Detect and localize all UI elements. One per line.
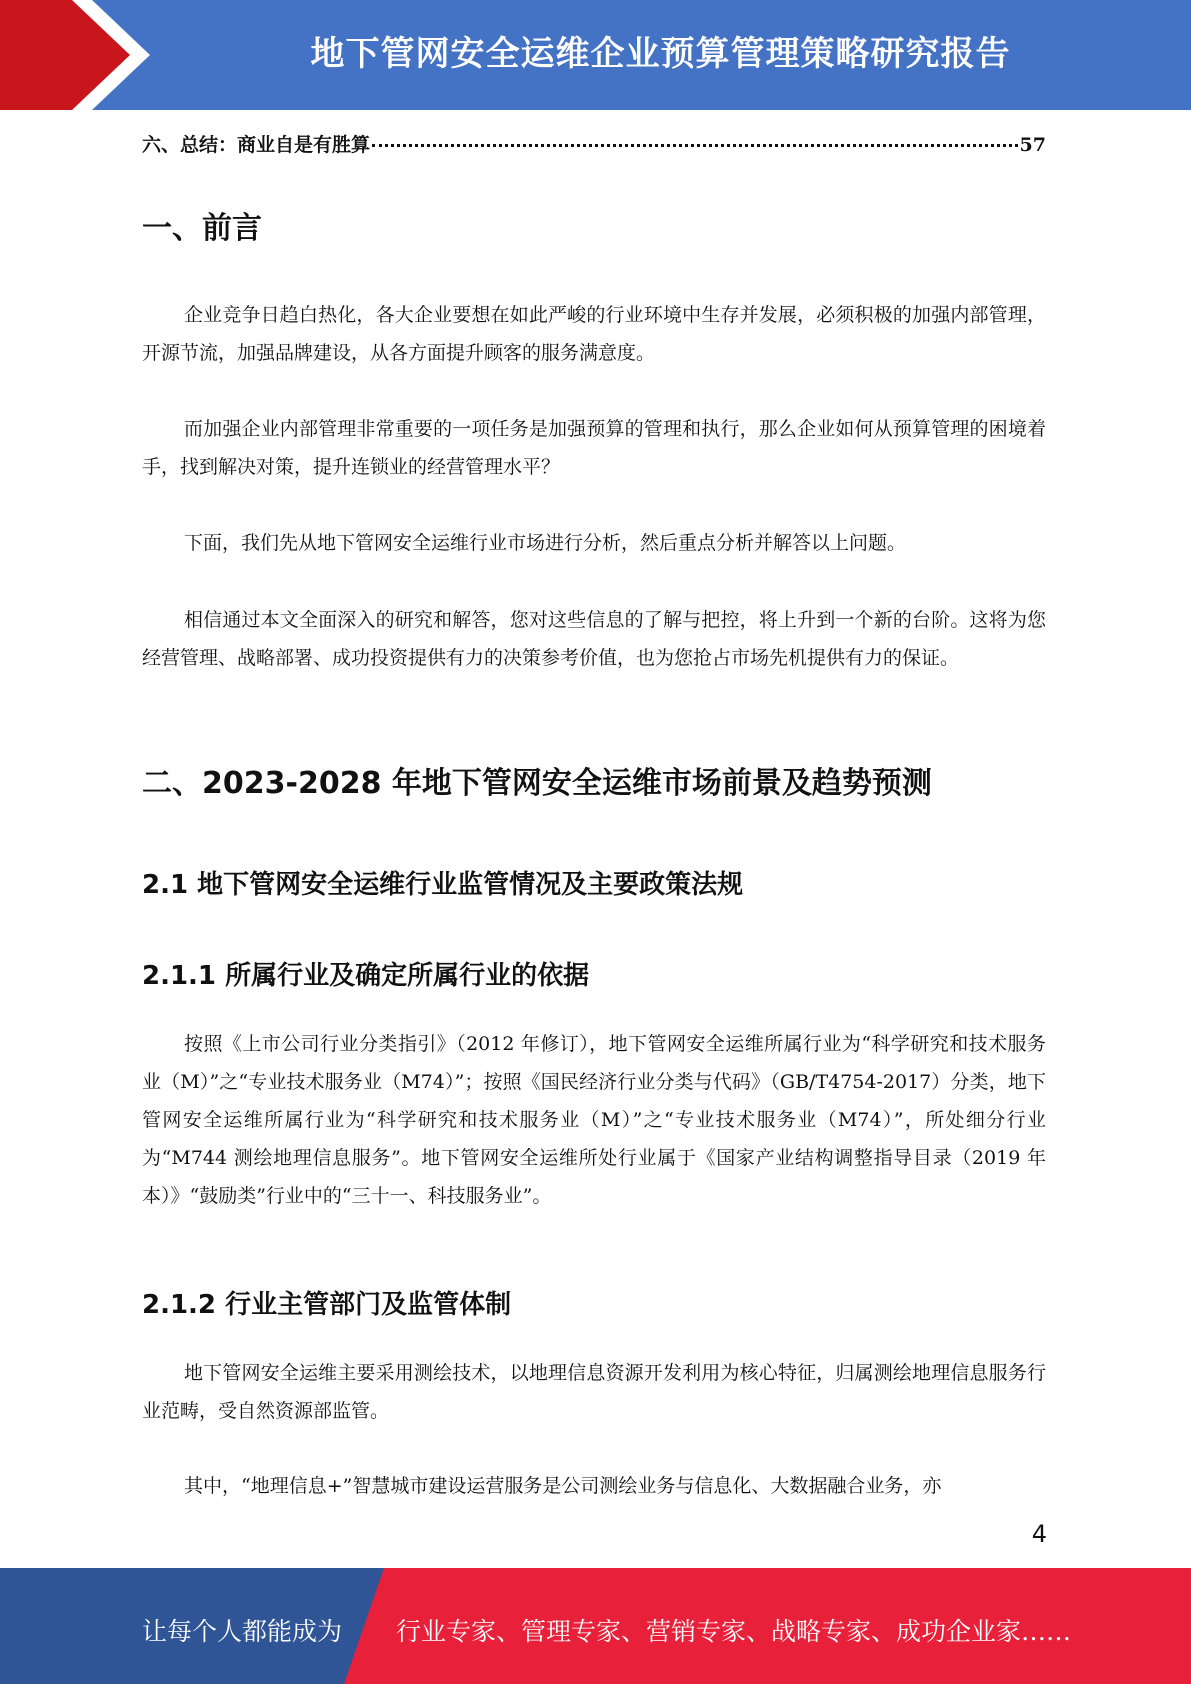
- preface-paragraph-1: 企业竞争日趋白热化，各大企业要想在如此严峻的行业环境中生存并发展，必须积极的加强内部管理，开源节流，加强品牌建设，从各方面提升顾客的服务满意度。: [142, 304, 1046, 364]
- page-number: 4: [1031, 1520, 1047, 1548]
- footer-banner: [0, 1568, 1191, 1684]
- toc-page-number: 57: [1019, 134, 1046, 156]
- preface-paragraph-3: 下面，我们先从地下管网安全运维行业市场进行分析，然后重点分析并解答以上问题。: [184, 532, 907, 554]
- toc-entry[interactable]: [142, 130, 1046, 157]
- paragraph-2-1-2-a: 地下管网安全运维主要采用测绘技术，以地理信息资源开发利用为核心特征，归属测绘地理信息服务行业范畴，受自然资源部监管。: [142, 1362, 1046, 1422]
- footer-slogan-left: 让每个人都能成为: [142, 1617, 343, 1646]
- document-title: 地下管网安全运维企业预算管理策略研究报告: [310, 34, 1011, 74]
- heading-preface: 一、前言: [142, 211, 262, 246]
- heading-2-1: 2.1 地下管网安全运维行业监管情况及主要政策法规: [142, 870, 744, 900]
- paragraph-2-1-1: 按照《上市公司行业分类指引》（2012 年修订），地下管网安全运维所属行业为“科学研究和技术服务业（M）”之“专业技术服务业（M74）”；按照《国民经济行业分类与代码》（GB/T4754-2017）分类，地下管网安全运维所属行业为“科学研究和技术服务业（M）”之“专业技术服务业（M74）”，所处细分行业为“M744 测绘地理信息服务”。地下管网安全运维所处行业属于《国家产业结构调整指导目录（2019 年本）》“鼓励类”行业中的“三十一、科技服务业”。: [142, 1033, 1046, 1207]
- header-banner: [0, 0, 1191, 110]
- heading-market: 二、2023-2028 年地下管网安全运维市场前景及趋势预测: [142, 766, 932, 801]
- heading-2-1-2: 2.1.2 行业主管部门及监管体制: [142, 1290, 512, 1320]
- paragraph-2-1-2-b: 其中，“地理信息+”智慧城市建设运营服务是公司测绘业务与信息化、大数据融合业务，亦: [184, 1475, 942, 1497]
- toc-label: 六、总结：商业自是有胜算: [142, 134, 371, 156]
- preface-paragraph-4: 相信通过本文全面深入的研究和解答，您对这些信息的了解与把控，将上升到一个新的台阶。这将为您经营管理、战略部署、成功投资提供有力的决策参考价值，也为您抢占市场先机提供有力的保证。: [142, 609, 1046, 669]
- preface-paragraph-2: 而加强企业内部管理非常重要的一项任务是加强预算的管理和执行，那么企业如何从预算管理的困境着手，找到解决对策，提升连锁业的经营管理水平？: [142, 418, 1046, 478]
- toc-leader-dots: [372, 144, 1018, 147]
- heading-2-1-1: 2.1.1 所属行业及确定所属行业的依据: [142, 961, 590, 991]
- footer-slogan-right: 行业专家、管理专家、营销专家、战略专家、成功企业家……: [396, 1617, 1072, 1646]
